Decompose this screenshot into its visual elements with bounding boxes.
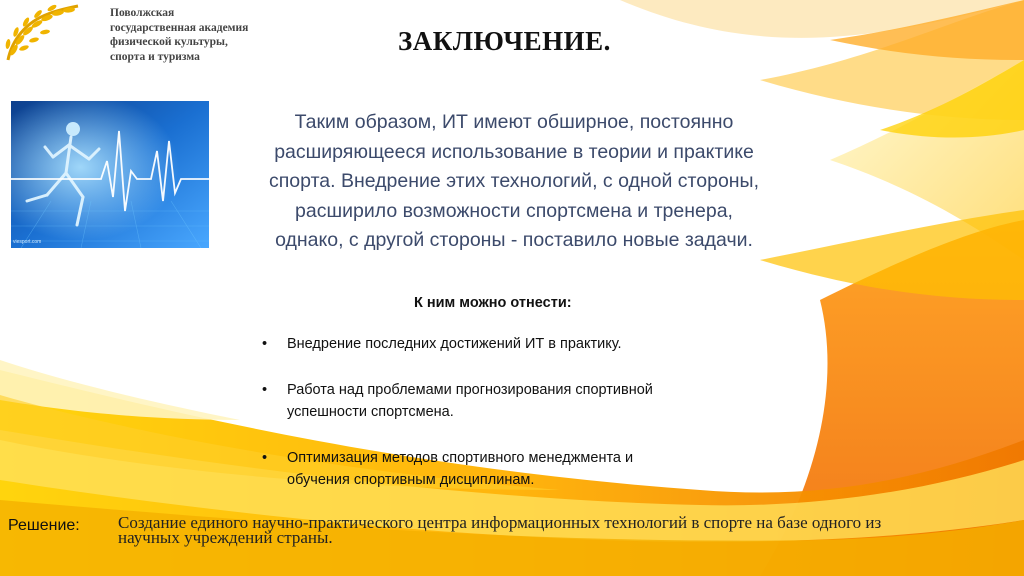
academy-name xyxy=(110,6,248,64)
decision-text xyxy=(118,515,998,545)
bullet-item xyxy=(262,379,653,423)
intro-line: расширило возможности спортсмена и тренера, xyxy=(295,199,733,222)
bullet-item xyxy=(262,333,622,355)
intro-line: однако, с другой стороны - поставило новые задачи. xyxy=(275,229,753,251)
academy-name-line: государственная академия xyxy=(110,21,249,34)
academy-name-line: физической культуры, xyxy=(110,36,228,48)
image-watermark: viesport.com xyxy=(13,239,42,245)
academy-name-line: спорта и туризма xyxy=(110,50,200,63)
runner-heartbeat-image xyxy=(11,101,209,248)
intro-paragraph xyxy=(214,108,814,256)
bullet-text: Оптимизация методов спортивного менеджмента и xyxy=(287,450,634,466)
intro-line: спорта. Внедрение этих технологий, с одной стороны, xyxy=(269,170,759,192)
decision-line: Создание единого научно-практического центра информационных технологий в спорте на базе одного из xyxy=(118,513,882,532)
bullet-text: обучения спортивным дисциплинам. xyxy=(287,472,535,488)
bullet-text: успешности спортсмена. xyxy=(287,404,454,420)
decision-label: Решение: xyxy=(8,517,80,534)
decision-line: научных учреждений страны. xyxy=(118,528,333,547)
academy-name-line: Поволжская xyxy=(110,7,175,19)
academy-laurel-logo xyxy=(0,0,82,72)
list-heading: К ним можно отнести: xyxy=(414,295,572,311)
bullet-text: Работа над проблемами прогнозирования спортивной xyxy=(287,382,653,398)
intro-line: расширяющееся использование в теории и практике xyxy=(274,140,754,163)
bullet-dot: • xyxy=(262,336,268,352)
bullet-text: Внедрение последних достижений ИТ в практику. xyxy=(287,336,622,352)
bullet-dot: • xyxy=(262,382,268,398)
intro-line: Таким образом, ИТ имеют обширное, постоянно xyxy=(294,111,734,133)
slide-title: ЗАКЛЮЧЕНИЕ. xyxy=(398,26,611,56)
bullet-item xyxy=(262,447,633,491)
bullet-dot: • xyxy=(262,450,268,466)
